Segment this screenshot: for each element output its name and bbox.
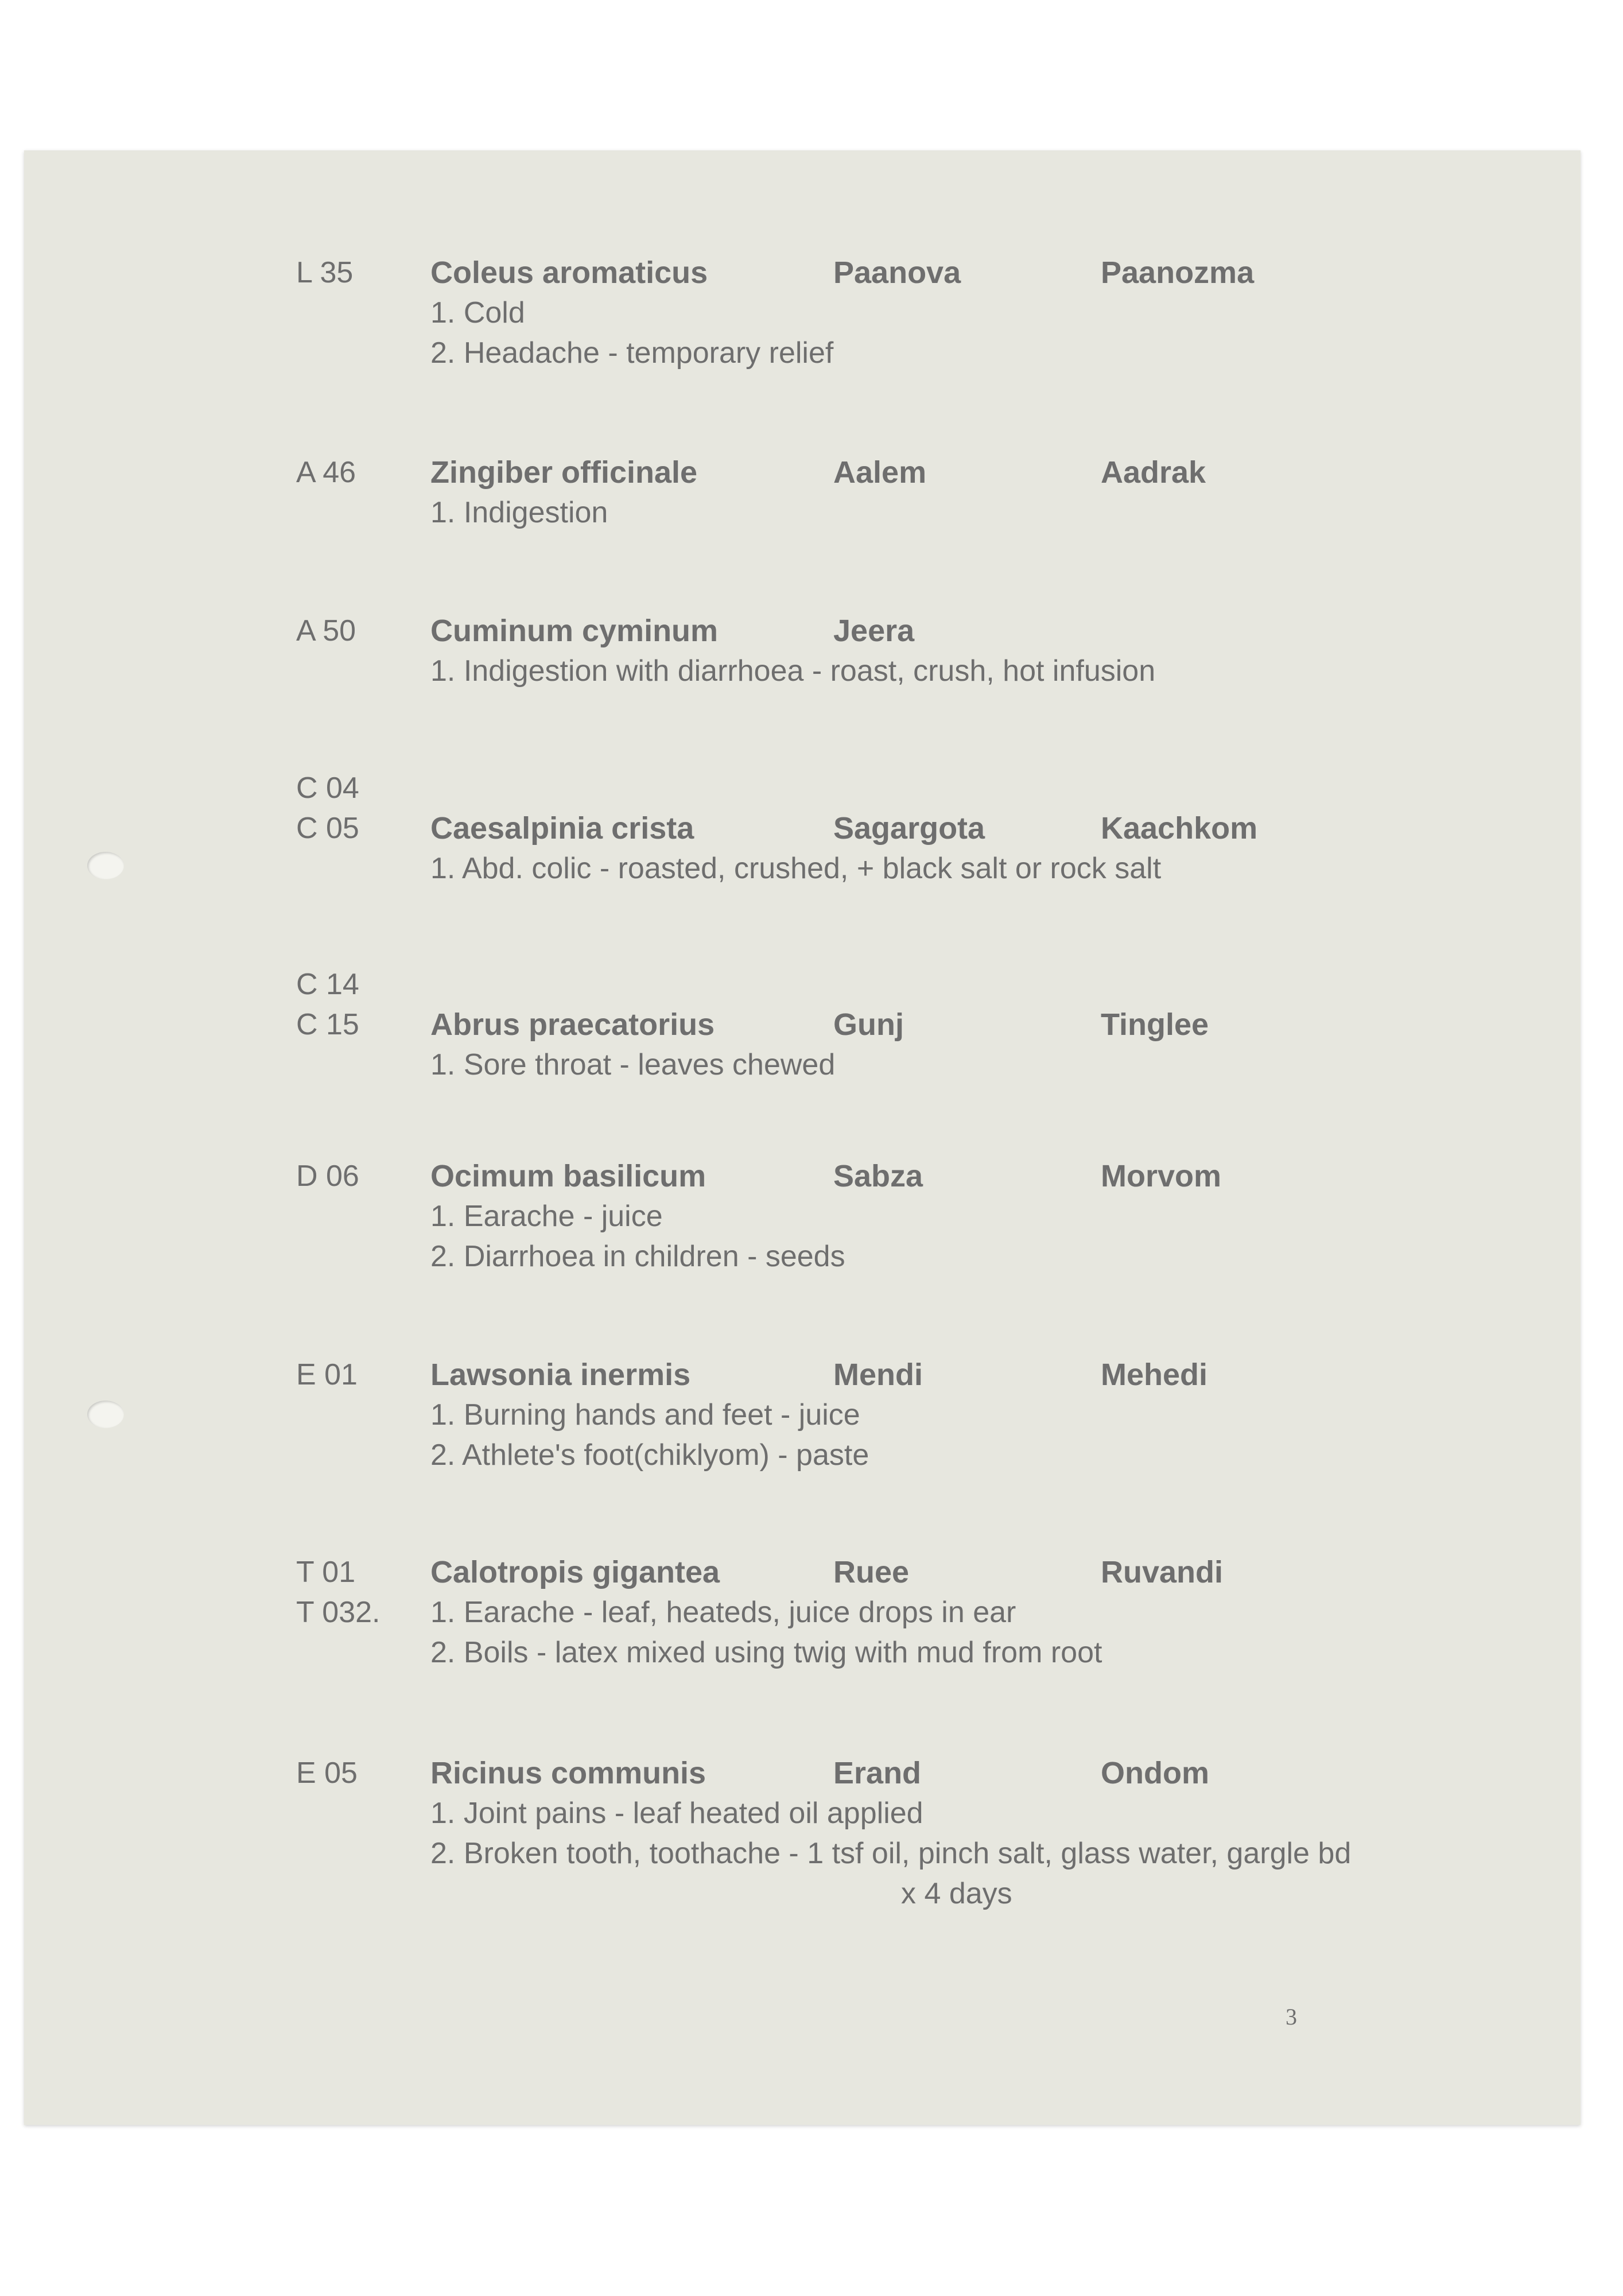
use-item: 1. Abd. colic - roasted, crushed, + black salt or rock salt: [430, 852, 1162, 885]
entry-heading: [430, 1552, 1555, 1592]
entry-codes: [296, 1753, 411, 1793]
uses-list: [430, 1793, 1521, 1914]
punch-hole: [87, 852, 124, 879]
local-name-1: Aalem: [833, 455, 927, 490]
scientific-name: Ricinus communis: [430, 1756, 706, 1790]
use-item: 1. Cold: [430, 296, 525, 329]
entry-codes: [296, 768, 411, 848]
scientific-name: Cuminum cyminum: [430, 614, 719, 648]
punch-hole: [87, 1401, 124, 1428]
use-item: 1. Joint pains - leaf heated oil applied: [430, 1797, 923, 1830]
scientific-name: Abrus praecatorius: [430, 1007, 715, 1042]
entry-heading: [430, 611, 1555, 651]
specimen-code: T 032.: [296, 1596, 380, 1629]
uses-list: [430, 1045, 1521, 1085]
document-page: [24, 150, 1581, 2125]
local-name-1: Sabza: [833, 1159, 923, 1193]
specimen-code: C 14: [296, 968, 359, 1001]
entry-heading: [430, 1355, 1555, 1395]
use-item: 1. Indigestion: [430, 496, 608, 529]
page-number: 3: [1286, 2004, 1297, 2030]
scientific-name: Zingiber officinale: [430, 455, 698, 490]
uses-list: [430, 492, 1521, 533]
local-name-1: Erand: [833, 1756, 922, 1790]
local-name-1: Gunj: [833, 1007, 904, 1042]
uses-list: [430, 1395, 1521, 1475]
entry-codes: [296, 1156, 411, 1196]
local-name-1: Ruee: [833, 1555, 910, 1589]
specimen-code: A 46: [296, 456, 356, 489]
use-item: 2. Headache - temporary relief: [430, 336, 834, 370]
specimen-code: D 06: [296, 1159, 359, 1193]
use-item: 2. Athlete's foot(chiklyom) - paste: [430, 1438, 869, 1472]
use-item: 2. Boils - latex mixed using twig with mud from root: [430, 1636, 1102, 1669]
local-name-1: Paanova: [833, 255, 961, 290]
use-item-continuation: x 4 days: [901, 1877, 1012, 1910]
local-name-2: Ruvandi: [1101, 1555, 1224, 1589]
local-name-2: Paanozma: [1101, 255, 1255, 290]
entry-heading: [430, 1156, 1555, 1196]
specimen-code: C 15: [296, 1008, 359, 1041]
use-item: 1. Indigestion with diarrhoea - roast, crush, hot infusion: [430, 654, 1156, 688]
specimen-code: E 01: [296, 1358, 358, 1391]
entry-heading: [430, 808, 1555, 848]
scientific-name: Calotropis gigantea: [430, 1555, 720, 1589]
scientific-name: Ocimum basilicum: [430, 1159, 706, 1193]
specimen-code: T 01: [296, 1556, 356, 1589]
local-name-2: Kaachkom: [1101, 811, 1258, 846]
specimen-code: L 35: [296, 256, 354, 289]
local-name-2: Morvom: [1101, 1159, 1222, 1193]
entry-heading: [430, 1004, 1555, 1045]
uses-list: [430, 293, 1521, 373]
specimen-code: C 05: [296, 812, 359, 845]
entry-heading: [430, 452, 1555, 492]
entry-codes: [296, 611, 411, 651]
use-item: 2. Broken tooth, toothache - 1 tsf oil, pinch salt, glass water, gargle bd: [430, 1837, 1352, 1870]
local-name-1: Sagargota: [833, 811, 985, 846]
specimen-code: C 04: [296, 771, 359, 805]
local-name-1: Mendi: [833, 1358, 923, 1392]
specimen-code: E 05: [296, 1756, 358, 1790]
use-item: 2. Diarrhoea in children - seeds: [430, 1240, 845, 1273]
scientific-name: Lawsonia inermis: [430, 1358, 691, 1392]
uses-list: [430, 1196, 1521, 1277]
entry-codes: [296, 253, 411, 293]
entry-codes: [296, 964, 411, 1045]
local-name-2: Ondom: [1101, 1756, 1209, 1790]
uses-list: [430, 1592, 1521, 1673]
local-name-1: Jeera: [833, 614, 915, 648]
use-item: 1. Sore throat - leaves chewed: [430, 1048, 836, 1081]
scientific-name: Caesalpinia crista: [430, 811, 694, 846]
entry-codes: [296, 1355, 411, 1395]
entry-codes: [296, 452, 411, 492]
local-name-2: Aadrak: [1101, 455, 1206, 490]
entry-codes: [296, 1552, 411, 1632]
scientific-name: Coleus aromaticus: [430, 255, 708, 290]
specimen-code: A 50: [296, 614, 356, 647]
use-item: 1. Earache - leaf, heateds, juice drops in ear: [430, 1596, 1016, 1629]
use-item: 1. Earache - juice: [430, 1200, 663, 1233]
local-name-2: Mehedi: [1101, 1358, 1208, 1392]
uses-list: [430, 848, 1521, 889]
local-name-2: Tinglee: [1101, 1007, 1209, 1042]
uses-list: [430, 651, 1521, 691]
entry-heading: [430, 253, 1555, 293]
entry-heading: [430, 1753, 1555, 1793]
use-item: 1. Burning hands and feet - juice: [430, 1398, 860, 1432]
